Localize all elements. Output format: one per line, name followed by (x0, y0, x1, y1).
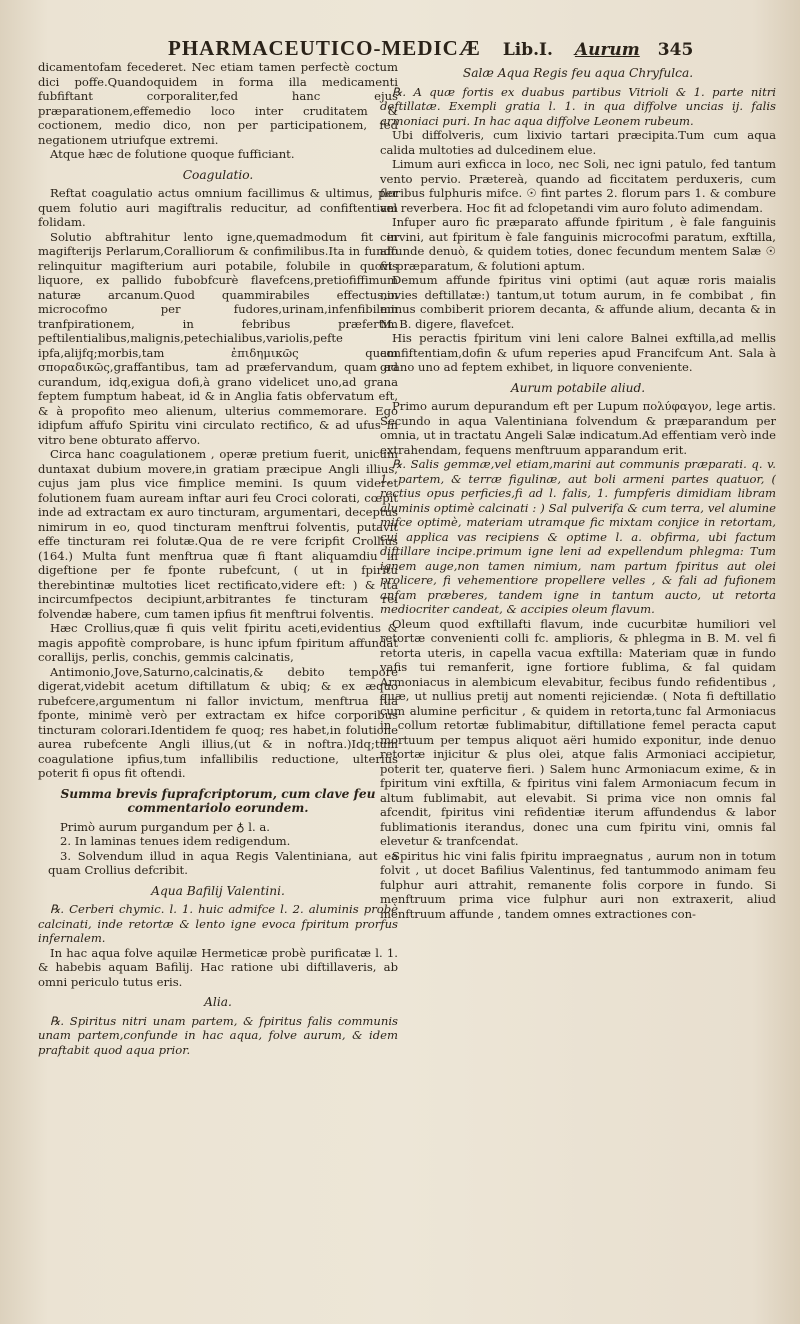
page-number: 345 (657, 40, 694, 60)
paragraph: Oleum quod exftillafti flavum, inde cucurbitæ humiliori vel retortæ convenienti colli fc. amplioris, & phlegma in B. M. vel fi retorta uteris, in capella vacua exftilla: Materiam quæ in fundo vafis tui remanferit, igne fortiore fublima, & fal quidam Armoniacus in alembicum elevabitur, fecibus fundo refidentibus , quæ, ut nullius pretij aut nomenti rejiciendæ. ( Nota fi deftillatio cum alumine perficitur , & quidem in retorta,tunc fal Armoniacus in collum retortæ fublimabitur, diftillatione femel peracta caput mortuum per tempus aliquot aëri humido exponitur, inde denuo retortæ injicitur & plus olei, atque falis Armoniaci accipietur, poterit ter, quaterve fieri. ) Salem hunc Armoniacum exime, & in fpiritum vini exftilla, & fpiritus vini falem Armoniacum fecum in altum fublimabit, aut elevabit. Si prima vice non omnis fal afcendit, fpiritus vini refidentiæ iterum affundendus & labor fublimationis iterandus, donec una cum fpiritu vini, omnis fal elevetur & tranfcendat. (380, 616, 776, 848)
paragraph: Circa hanc coagulationem , operæ pretium fuerit, unicum duntaxat dubium movere,in gratiam præcipue Angli illius, cujus jam plus vice fimplice memini. Is quum videret folutionem fuam auream inftar auri feu Croci colorati, cœpit inde ad extractam ex auro tincturam, argumentari, deceptus nimirum in eo, quod tincturam menftrui folventis, putavit effe tincturam rei folutæ.Qua de re vere fcripfit Crollius (164.) Multa funt menftrua quæ fi ftant aliquamdiu in digeftione per fe fponte rubefcunt, ( ut in fpiritu therebintinæ multoties licet rectificato,videre eft: ) & ita incircumfpectos decipiunt,arbitrantes fe tincturam rei folvendæ habere, cum tamen ipfius fit menftrui folventis. (38, 447, 398, 621)
paragraph: Hæc Crollius,quæ fi quis velit fpiritu aceti,evidentius & magis appofitè comprobare, is hunc ipfum fpiritum affundat corallijs, perlis, conchis, gemmis calcinatis, (38, 621, 398, 664)
paragraph: Infuper auro fic præparato affunde fpiritum , è fale fanguinis cervini, aut fpiritum è fale fanguinis microcofmi paratum, exftilla, affunde denuò, & quidem toties, donec fecundum mentem Salæ ☉ fit præparatum, & folutioni aptum. (380, 215, 776, 273)
recipe-formula: ℞. Salis gemmæ,vel etiam,marini aut communis præparati. q. v. 1. partem, & terræ figulinæ, aut boli armeni partes quatuor, ( rectius opus perficies,fi ad l. falis, 1. fumpferis dimidiam libram aluminis optimè calcinati : ) Sal pulverifa & cum terra, vel alumine mifce optimè, materiam utramque fic mixtam conjice in retortam, cui applica vas recipiens & optime l. a. obfirma, ubi factum diftillare incipe.primum igne leni ad expellendum phlegma: Tum ignem auge,non tamen nimium, nam partum fpiritus aut olei prolicere, fi vehementiore propellere velles , & fali ad fufionem anfam præberes, tandem igne in tantum aucto, ut retorta mediocriter candeat, & accipies oleum flavum. (380, 457, 776, 616)
paragraph: In hac aqua folve aquilæ Hermeticæ probè purificatæ l. 1. & habebis aquam Bafilij. Hac ratione ubi diftillaveris, ab omni periculo tutus eris. (38, 945, 398, 989)
section-heading-sala: Salæ Aqua Regis feu aqua Chryfulca. (462, 66, 694, 80)
recipe-formula: ℞. A quæ fortis ex duabus partibus Vitrioli & 1. parte nitri deftillatæ. Exempli gratia l. 1. in qua diffolve uncias ij. falis armoniaci puri. In hac aqua diffolve Leonem rubeum. (380, 84, 776, 128)
paragraph: Atque hæc de folutione quoque fufficiant. (50, 147, 295, 161)
paragraph: dicamentofam fecederet. Nec etiam tamen perfectè coctum dici poffe.Quandoquidem in forma illa medicamenti fubfiftant corporaliter,fed hanc ejus præparationem,effemedio loco inter cruditatem & coctionem, medio dico, non per participationem, fed negationem utriufque extremi. (38, 60, 398, 147)
paragraph: His peractis fpiritum vini leni calore Balnei exftilla,ad mellis confiftentiam,dofin & ufum reperies apud Francifcum Ant. Sala à grano uno ad feptem exhibet, in liquore conveniente. (380, 331, 776, 374)
paragraph: Ubi diffolveris, cum lixivio tartari præcipita.Tum cum aqua calida multoties ad dulcedinem elue. (380, 128, 776, 157)
left-column (38, 60, 398, 1280)
recipe-formula: ℞. Spiritus nitri unam partem, & fpiritus falis communis unam partem,confunde in hac aqua, folve aurum, & idem praftabit quod aqua prior. (38, 1013, 398, 1057)
recipe-formula: ℞. Cerberi chymic. l. 1. huic admifce l. 2. aluminis probè calcinati, inde retortæ & lento igne evoca fpiritum prorfus infernalem. (38, 902, 398, 945)
list-item: Primò aurum purgandum per ♁ l. a. (60, 819, 270, 834)
paragraph: Primo aurum depurandum eft per Lupum πολύφαγον, lege artis. Secundo in aqua Valentiniana folvendum & præparandum per omnia, ut in tractatu Angeli Salæ indicatum.Ad effentiam verò inde extrahendam, fequens menftruum apparandum erit. (380, 399, 776, 457)
list-item: 2. In laminas tenues idem redigendum. (60, 834, 291, 848)
paragraph: Demum affunde fpiritus vini optimi (aut aquæ roris maialis novies deftillatæ:) tantum,ut totum aurum, in fe combibat , fin minus combiberit priorem decanta, & affunde alium, decanta & in M. B. digere, flavefcet. (380, 273, 776, 331)
list-item: 3. Solvendum illud in aqua Regis Valentiniana, aut ea quam Crollius defcribit. (48, 848, 398, 877)
paragraph: Antimonio,Jove,Saturno,calcinatis,& debito tempore digerat,videbit acetum diftillatum & ubiq; & ex æquo rubefcere,argumentum ni fallor invictum, menftrua fua fponte, minimè verò per extractam ex hifce corporibus tincturam colorari.Identidem fe quoq; res habet,in folutione aurea rubefcente Angli illius,(ut & in noftra.)Idq;tum coagulatione ipfius,tum infallibilis reductione, ulterius poterit fi opus fit oftendi. (38, 664, 398, 780)
paragraph: Limum auri exficca in loco, nec Soli, nec igni patulo, fed tantum vento pervio. Prætereà, quando ad ficcitatem perduxeris, cum floribus fulphuris mifce. ☉ fint partes 2. florum pars 1. & combure vel reverbera. Hoc fit ad fclopetandi vim auro foluto adimendam. (380, 157, 776, 215)
book-reference: Lib.I. (502, 40, 553, 60)
paragraph: Reftat coagulatio actus omnium facillimus & ultimus, per quem folutio auri magiftralis reducitur, ad confiftentiam folidam. (38, 186, 398, 229)
running-title: PHARMACEUTICO-MEDICÆ (168, 36, 481, 60)
right-column (380, 60, 776, 1322)
paragraph: Spiritus hic vini falis fpiritu impraegnatus , aurum non in totum folvit , ut docet Bafilius Valentinus, fed tantummodo animam feu fulphur auri attrahit, remanente folis corpore in fundo. Si menftruum prima vice fulphur auri non extraxerit, aliud menftruum affunde , tandem omnes extractiones con- (380, 848, 776, 921)
section-reference: Aurum (574, 40, 640, 60)
section-heading-alia: Alia. (204, 995, 232, 1009)
section-heading-coagulatio: Coagulatio. (182, 167, 254, 182)
section-heading-aqua-basilij: Aqua Bafilij Valentini. (151, 883, 285, 898)
section-heading-aurum-potabile: Aurum potabile aliud. (510, 380, 646, 395)
paragraph: Solutio abftrahitur lento igne,quemadmodum fit in magifterijs Perlarum,Coralliorum & confimilibus.Ita in fundo relinquitur magifterium auri potabile, folubile in quovis liquore, ex pallido fubobfcurè flavefcens,pretiofiffimum naturæ arcanum.Quod quammirabiles effectus,in microcofmo per fudores,urinam,infenfibilem tranfpirationem, in febribus præfertim peftilentialibus,malignis,petechialibus,variolis,pefte ipfa,alijfq;morbis,tam ἐπιδημικῶς quam σποραδικῶς,graffantibus, tam ad præfervandum, quam ad curandum, idq,exigua dofi,à grano videlicet uno,ad grana feptem fumptum habeat, id & in Anglia fatis obfervatum eft, & à propofito meo alienum, ulterius commemorare. Ego idipfum affufo Spiritu vini circulato rectifico, & ad ufus in vitro bene obturato affervo. (38, 229, 398, 447)
section-heading-summa: Summa brevis fuprafcriptorum, cum clave feu commentariolo eorundem. (60, 786, 376, 815)
